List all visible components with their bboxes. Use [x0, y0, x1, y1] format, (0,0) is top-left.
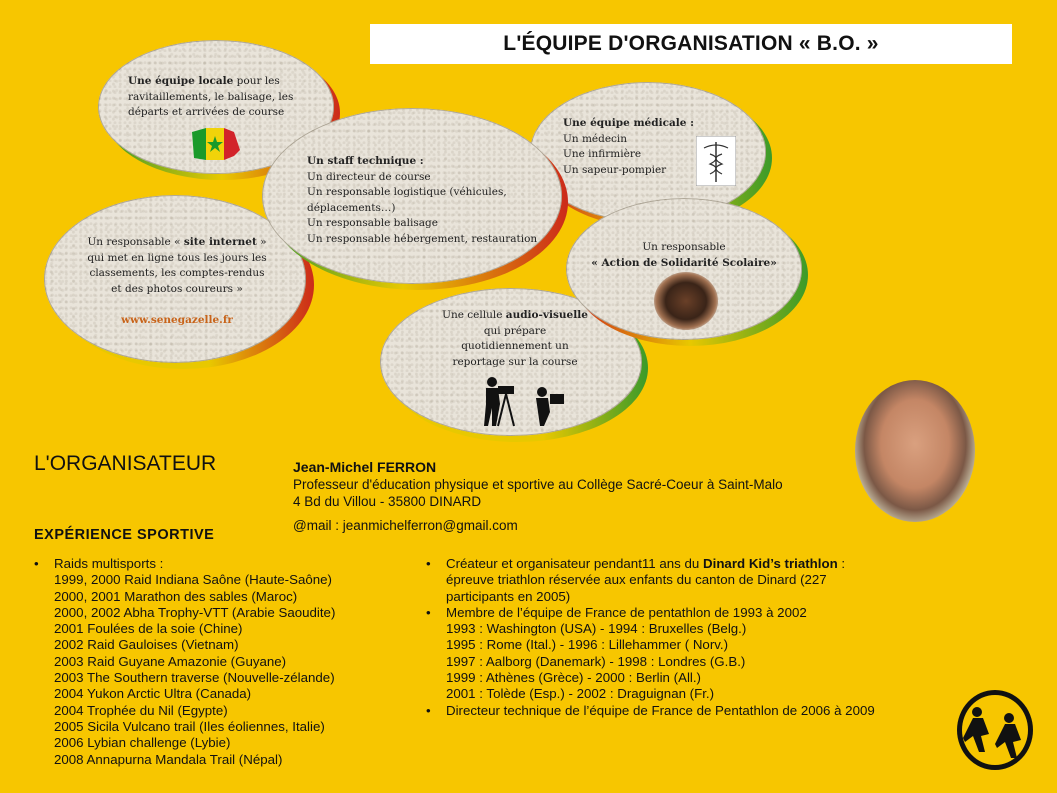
- children-photo: [654, 272, 718, 330]
- list-item: • Membre de l’équipe de France de pentathlon de 1993 à 2002: [424, 605, 924, 621]
- list-item: 2001 Foulées de la soie (Chine): [54, 621, 243, 637]
- organizer-heading: L'ORGANISATEUR: [34, 452, 217, 475]
- list-item: • Directeur technique de l’équipe de France de Pentathlon de 2006 à 2009: [424, 703, 924, 719]
- caduceus-icon: [696, 136, 736, 186]
- raids-list: [32, 556, 392, 768]
- list-item: 1995 : Rome (Ital.) - 1996 : Lillehammer ( Norv.): [446, 637, 729, 653]
- runners-logo-icon: [955, 688, 1035, 772]
- organizer-photo: [855, 380, 975, 522]
- list-item: 2003 Raid Guyane Amazonie (Guyane): [54, 653, 287, 669]
- organizer-name: Jean-Michel FERRON: [293, 459, 437, 475]
- organizer-role: Professeur d'éducation physique et sportive au Collège Sacré-Coeur à Saint-Malo: [293, 477, 783, 492]
- website-link[interactable]: www.senegazelle.fr: [121, 314, 233, 326]
- bubble-website: [44, 195, 306, 363]
- list-item: 1999 : Athènes (Grèce) - 2000 : Berlin (All.): [446, 670, 701, 686]
- bubble-technical-staff: [262, 108, 562, 284]
- list-item: 1999, 2000 Raid Indiana Saône (Haute-Saône): [54, 572, 332, 588]
- organizer-address: 4 Bd du Villou - 35800 DINARD: [293, 494, 482, 509]
- title-box: [370, 24, 1012, 64]
- list-item: 2000, 2002 Abha Trophy-VTT (Arabie Saoudite): [54, 604, 336, 620]
- list-item: 2001 : Tolède (Esp.) - 2002 : Draguignan (Fr.): [446, 686, 715, 702]
- bubble-web-text: Un responsable « site internet » qui met en ligne tous les jours les classements, les comptes-rendus et des photos coureurs »: [87, 236, 267, 295]
- list-item: • Créateur et organisateur pendant11 ans du Dinard Kid’s triathlon : épreuve triathlon réservée aux enfants du canton de Dinard (227 participants en 2005): [424, 556, 924, 605]
- bubble-solidarity: [566, 198, 802, 340]
- list-item: 2004 Yukon Arctic Ultra (Canada): [54, 686, 252, 702]
- list-item: 2004 Trophée du Nil (Egypte): [54, 702, 228, 718]
- list-item: 2003 The Southern traverse (Nouvelle-zélande): [54, 670, 335, 686]
- bubble-medical-text: Une équipe médicale : Un médecin Une infirmière Un sapeur-pompier: [563, 117, 694, 176]
- career-list: [424, 556, 924, 719]
- camera-crew-icon: [470, 376, 570, 428]
- bubble-av-text: Une cellule audio-visuelle qui prépare quotidiennement un reportage sur la course: [442, 309, 588, 368]
- list-item: 2002 Raid Gauloises (Vietnam): [54, 637, 239, 653]
- list-item: 1997 : Aalborg (Danemark) - 1998 : Londres (G.B.): [446, 653, 746, 669]
- organizer-email[interactable]: @mail : jeanmichelferron@gmail.com: [293, 518, 518, 533]
- list-item: • Raids multisports :: [32, 556, 392, 572]
- list-item: 1993 : Washington (USA) - 1994 : Bruxelles (Belg.): [446, 621, 747, 637]
- bubble-local-text: Une équipe locale pour les ravitaillements, le balisage, les départs et arrivées de course: [128, 75, 294, 118]
- page-title: L'ÉQUIPE D'ORGANISATION « B.O. »: [503, 32, 879, 55]
- list-item: 2008 Annapurna Mandala Trail (Népal): [54, 751, 283, 767]
- bubble-solidarity-text: Un responsable « Action de Solidarité Scolaire»: [591, 241, 777, 269]
- bubble-staff-text: Un staff technique : Un directeur de course Un responsable logistique (véhicules, déplacements…) Un responsable balisage Un responsable hébergement, restauration: [307, 155, 538, 245]
- list-item: 2006 Lybian challenge (Lybie): [54, 735, 231, 751]
- experience-heading: EXPÉRIENCE SPORTIVE: [34, 527, 215, 543]
- senegal-map-icon: [190, 124, 242, 164]
- list-item: 2000, 2001 Marathon des sables (Maroc): [54, 588, 298, 604]
- organizer-info: [293, 459, 783, 510]
- list-item: 2005 Sicila Vulcano trail (Iles éoliennes, Italie): [54, 718, 325, 734]
